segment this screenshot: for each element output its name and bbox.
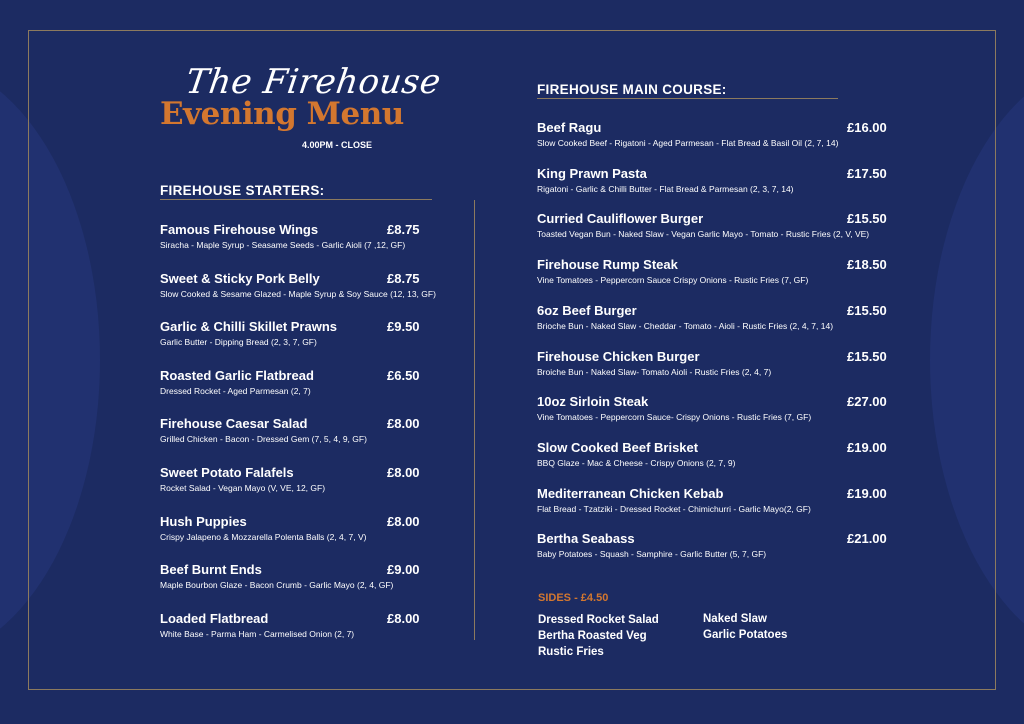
menu-item-price: £8.00 — [387, 513, 420, 529]
menu-item-name: Slow Cooked Beef Brisket — [537, 439, 699, 455]
side-item: Naked Slaw — [703, 613, 767, 625]
menu-item-price: £8.00 — [387, 610, 420, 626]
menu-item-description: White Base - Parma Ham - Carmelised Onion (2, 7) — [160, 628, 355, 639]
menu-item-name: Garlic & Chilli Skillet Prawns — [160, 319, 338, 335]
menu-item-price: £27.00 — [847, 394, 887, 410]
menu-item-price: £15.50 — [847, 348, 887, 364]
menu-item-price: £15.50 — [847, 211, 887, 227]
menu-item-price: £8.75 — [387, 222, 420, 237]
menu-item-description: Toasted Vegan Bun - Naked Slaw - Vegan Garlic Mayo - Tomato - Rustic Fries (2, V, VE) — [537, 229, 870, 240]
menu-item-description: Garlic Butter - Dipping Bread (2, 3, 7, GF) — [160, 337, 317, 348]
menu-item-price: £16.00 — [847, 120, 887, 135]
menu-title: Evening Menu — [160, 96, 404, 132]
menu-item-description: Crispy Jalapeno & Mozzarella Polenta Balls (2, 4, 7, V) — [160, 531, 367, 542]
menu-item-name: Sweet & Sticky Pork Belly — [160, 270, 320, 286]
menu-item-description: Baby Potatoes - Squash - Samphire - Garlic Butter (5, 7, GF) — [537, 549, 767, 560]
menu-item-description: Maple Bourbon Glaze - Bacon Crumb - Garlic Mayo (2, 4, GF) — [160, 580, 394, 591]
menu-item-name: Mediterranean Chicken Kebab — [537, 485, 724, 501]
menu-item-description: Grilled Chicken - Bacon - Dressed Gem (7, 5, 4, 9, GF) — [160, 434, 367, 445]
menu-item-price: £19.00 — [847, 485, 887, 501]
side-item: Dressed Rocket Salad — [538, 614, 659, 626]
menu-item-description: Slow Cooked & Sesame Glazed - Maple Syrup & Soy Sauce (12, 13, GF) — [160, 288, 436, 299]
menu-item-name: 6oz Beef Burger — [537, 302, 637, 318]
menu-item-description: BBQ Glaze - Mac & Cheese - Crispy Onions (2, 7, 9) — [537, 457, 736, 468]
menu-item-price: £21.00 — [847, 531, 887, 547]
menu-item-price: £8.75 — [387, 270, 420, 286]
menu-item-price: £6.50 — [387, 367, 420, 383]
mains-heading: FIREHOUSE MAIN COURSE: — [537, 82, 727, 97]
menu-item-description: Brioche Bun - Naked Slaw - Cheddar - Tomato - Aioli - Rustic Fries (2, 4, 7, 14) — [537, 320, 834, 331]
sides-heading: SIDES - £4.50 — [538, 592, 609, 604]
menu-item-price: £17.50 — [847, 165, 887, 181]
menu-item-name: Firehouse Chicken Burger — [537, 348, 700, 364]
menu-item-price: £19.00 — [847, 439, 887, 455]
menu-item-description: Vine Tomatoes - Peppercorn Sauce Crispy Onions - Rustic Fries (7, GF) — [537, 275, 809, 286]
menu-item-name: King Prawn Pasta — [537, 165, 647, 181]
brand-script-title: The Firehouse — [183, 62, 444, 102]
menu-item-name: Loaded Flatbread — [160, 610, 269, 626]
menu-item-price: £9.50 — [387, 319, 420, 335]
mains-heading-rule — [537, 98, 838, 99]
menu-item-description: Slow Cooked Beef - Rigatoni - Aged Parmesan - Flat Bread & Basil Oil (2, 7, 14) — [537, 138, 839, 148]
menu-item-name: Beef Burnt Ends — [160, 562, 262, 578]
side-item: Bertha Roasted Veg — [538, 630, 647, 642]
opening-hours: 4.00PM - CLOSE — [302, 140, 373, 150]
menu-item-name: Beef Ragu — [537, 120, 602, 135]
menu-item-name: 10oz Sirloin Steak — [537, 394, 649, 410]
menu-item-name: Hush Puppies — [160, 513, 247, 529]
menu-item-price: £8.00 — [387, 416, 420, 432]
menu-item-name: Curried Cauliflower Burger — [537, 211, 704, 227]
menu-item-name: Firehouse Rump Steak — [537, 257, 678, 273]
menu-item-description: Siracha - Maple Syrup - Seasame Seeds - Garlic Aioli (7 ,12, GF) — [160, 240, 406, 250]
menu-item-name: Roasted Garlic Flatbread — [160, 367, 314, 383]
menu-item-name: Firehouse Caesar Salad — [160, 416, 308, 432]
side-item: Rustic Fries — [538, 646, 604, 658]
menu-item-description: Rocket Salad - Vegan Mayo (V, VE, 12, GF) — [160, 483, 326, 493]
column-divider — [474, 200, 475, 640]
menu-item-description: Broiche Bun - Naked Slaw- Tomato Aioli - Rustic Fries (2, 4, 7) — [537, 366, 772, 377]
menu-item-description: Dressed Rocket - Aged Parmesan (2, 7) — [160, 385, 311, 396]
menu-item-name: Sweet Potato Falafels — [160, 465, 294, 480]
menu-item-name: Bertha Seabass — [537, 531, 635, 547]
starters-heading-rule — [160, 199, 432, 200]
menu-item-price: £15.50 — [847, 302, 887, 318]
menu-item-price: £9.00 — [387, 562, 420, 578]
menu-item-description: Vine Tomatoes - Peppercorn Sauce- Crispy Onions - Rustic Fries (7, GF) — [537, 412, 812, 423]
side-item: Garlic Potatoes — [703, 629, 788, 641]
menu-item-price: £18.50 — [847, 257, 887, 273]
menu-item-description: Rigatoni - Garlic & Chilli Butter - Flat Bread & Parmesan (2, 3, 7, 14) — [537, 183, 794, 194]
menu-item-price: £8.00 — [387, 465, 420, 480]
menu-item-description: Flat Bread - Tzatziki - Dressed Rocket - Chimichurri - Garlic Mayo(2, GF) — [537, 503, 811, 514]
starters-heading: FIREHOUSE STARTERS: — [160, 183, 325, 198]
menu-item-name: Famous Firehouse Wings — [160, 222, 319, 237]
